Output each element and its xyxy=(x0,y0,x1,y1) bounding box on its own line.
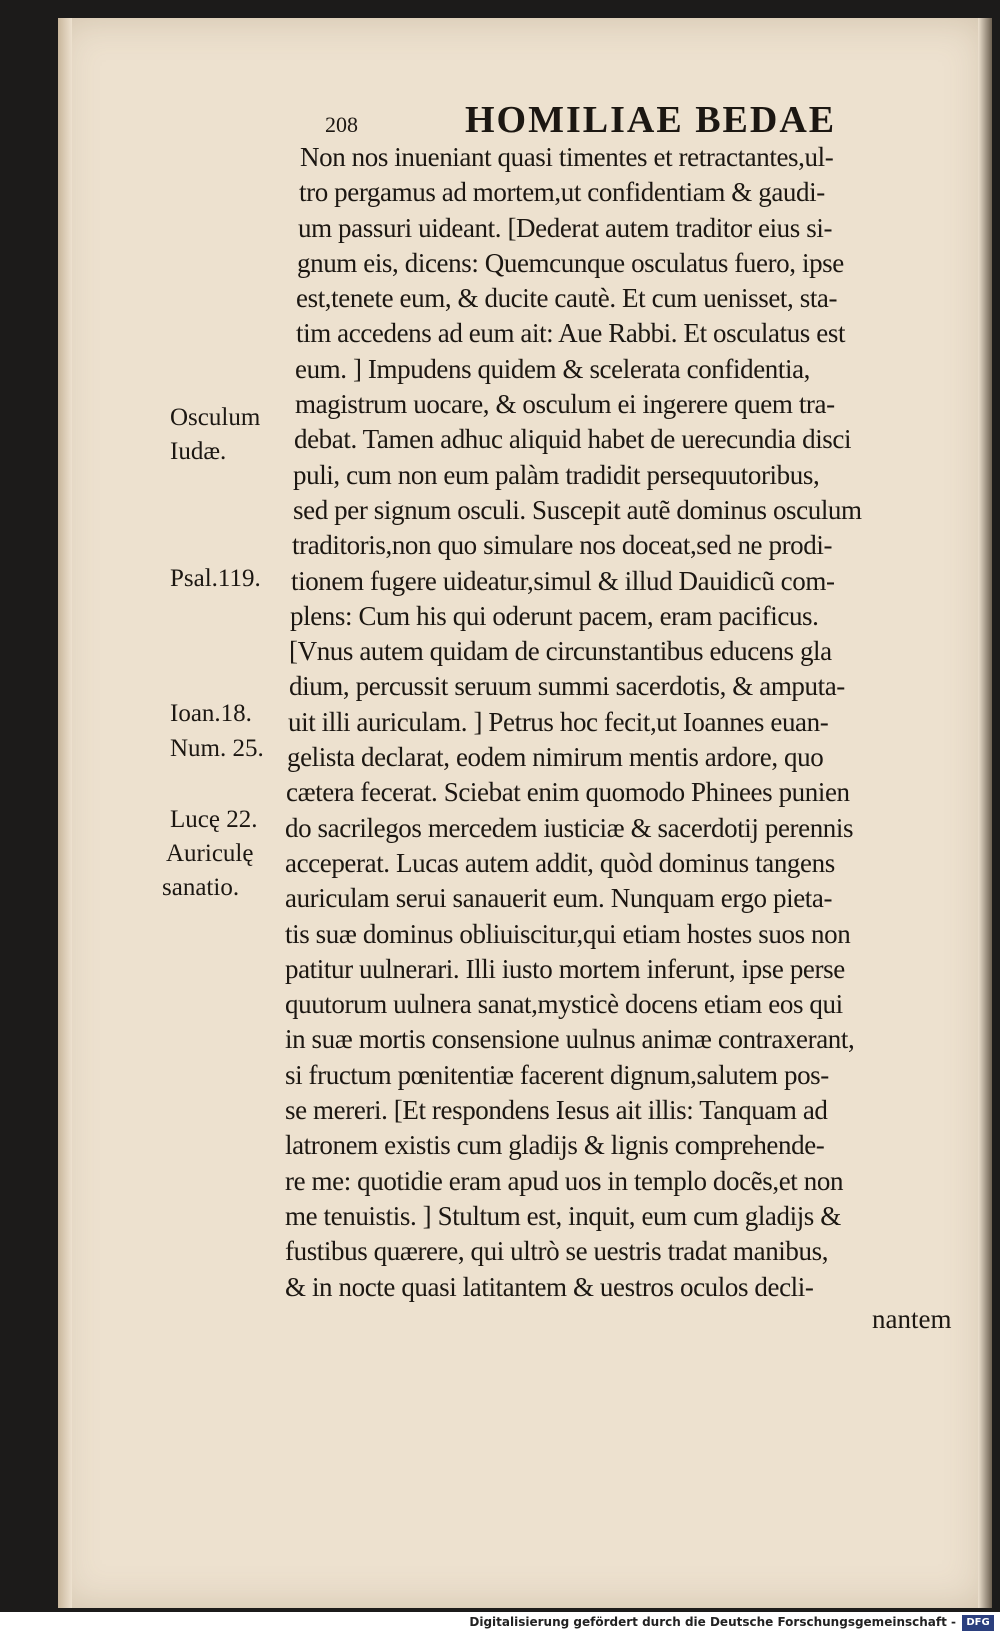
text-line: latronem existis cum gladijs & lignis comprehende- xyxy=(285,1130,825,1161)
text-line: magistrum uocare, & osculum ei ingerere quem tra- xyxy=(295,389,835,420)
text-line: est,tenete eum, & ducite cautè. Et cum uenisset, sta- xyxy=(296,283,838,314)
text-line: puli, cum non eum palàm tradidit persequutoribus, xyxy=(293,459,820,490)
text-line: traditoris,non quo simulare nos doceat,sed ne prodi- xyxy=(292,530,833,561)
text-line: plens: Cum his qui oderunt pacem, eram pacificus. xyxy=(290,600,819,631)
page-number: 208 xyxy=(325,112,358,137)
text-line: tionem fugere uideatur,simul & illud Dauidicũ com- xyxy=(291,565,835,596)
text-line: eum. ] Impudens quidem & scelerata confidentia, xyxy=(295,353,811,384)
page-edge-right xyxy=(978,18,992,1608)
funding-credit: Digitalisierung gefördert durch die Deutsche Forschungsgemeinschaft - xyxy=(469,1615,956,1629)
text-line: acceperat. Lucas autem addit, quòd dominus tangens xyxy=(285,847,835,878)
text-line: uit illi auriculam. ] Petrus hoc fecit,ut Ioannes euan- xyxy=(288,706,829,737)
text-line: cætera fecerat. Sciebat enim quomodo Phinees punien xyxy=(286,777,850,808)
running-title: HOMILIAE BEDAE xyxy=(465,99,837,141)
text-line: dium, percussit seruum summi sacerdotis, & amputa- xyxy=(289,671,845,702)
margin-note-luce: Lucę 22. xyxy=(170,806,258,833)
footer-bar xyxy=(0,1612,1000,1636)
body-text xyxy=(285,140,971,1305)
margin-note-sanatio: sanatio. xyxy=(162,874,240,901)
text-line: patitur uulnerari. Illi iusto mortem inferunt, ipse perse xyxy=(285,953,845,984)
text-line: do sacrilegos mercedem iusticiæ & sacerdotij perennis xyxy=(285,812,854,843)
text-line: in suæ mortis consensione uulnus animæ contraxerant, xyxy=(285,1024,855,1055)
text-line: Non nos inueniant quasi timentes et retractantes,ul- xyxy=(300,142,834,172)
text-line: quutorum uulnera sanat,mysticè docens etiam eos qui xyxy=(285,989,843,1020)
text-line: sed per signum osculi. Suscepit autẽ dominus osculum xyxy=(293,494,862,525)
text-line: gnum eis, dicens: Quemcunque osculatus fuero, ipse xyxy=(297,247,844,278)
text-line: debat. Tamen adhuc aliquid habet de uerecundia disci xyxy=(294,424,852,455)
margin-note-ioan: Ioan.18. xyxy=(170,700,252,727)
text-line: auriculam serui sanauerit eum. Nunquam ergo pieta- xyxy=(285,883,833,914)
dfg-logo: DFG xyxy=(962,1615,994,1631)
text-line: tis suæ dominus obliuiscitur,qui etiam hostes suos non xyxy=(285,918,851,949)
text-line: se mereri. [Et respondens Iesus ait illis: Tanquam ad xyxy=(285,1095,828,1126)
text-line: tim accedens ad eum ait: Aue Rabbi. Et osculatus est xyxy=(296,318,846,349)
margin-note-num: Num. 25. xyxy=(170,735,264,762)
margin-note-iudae: Iudæ. xyxy=(170,438,227,465)
text-line: me tenuistis. ] Stultum est, inquit, eum cum gladijs & xyxy=(285,1200,841,1231)
text-line: & in nocte quasi latitantem & uestros oculos decli- xyxy=(285,1271,814,1302)
text-line: re me: quotidie eram apud uos in templo docẽs,et non xyxy=(285,1165,844,1196)
margin-note-psal: Psal.119. xyxy=(170,565,261,592)
margin-note-osculum: Osculum xyxy=(170,404,261,431)
text-line: [Vnus autem quidam de circunstantibus educens gla xyxy=(289,636,832,667)
text-line: tro pergamus ad mortem,ut confidentiam & gaudi- xyxy=(299,177,825,208)
page-edge-left xyxy=(58,18,72,1608)
text-line: gelista declarat, eodem nimirum mentis ardore, quo xyxy=(287,742,824,773)
margin-note-auricule: Auriculę xyxy=(166,840,254,867)
text-line: fustibus quærere, qui ultrò se uestris tradat manibus, xyxy=(285,1236,829,1267)
text-line: si fructum pœnitentiæ facerent dignum,salutem pos- xyxy=(285,1059,829,1090)
text-line: um passuri uideant. [Dederat autem traditor eius si- xyxy=(298,212,833,243)
catchword: nantem xyxy=(872,1304,952,1334)
